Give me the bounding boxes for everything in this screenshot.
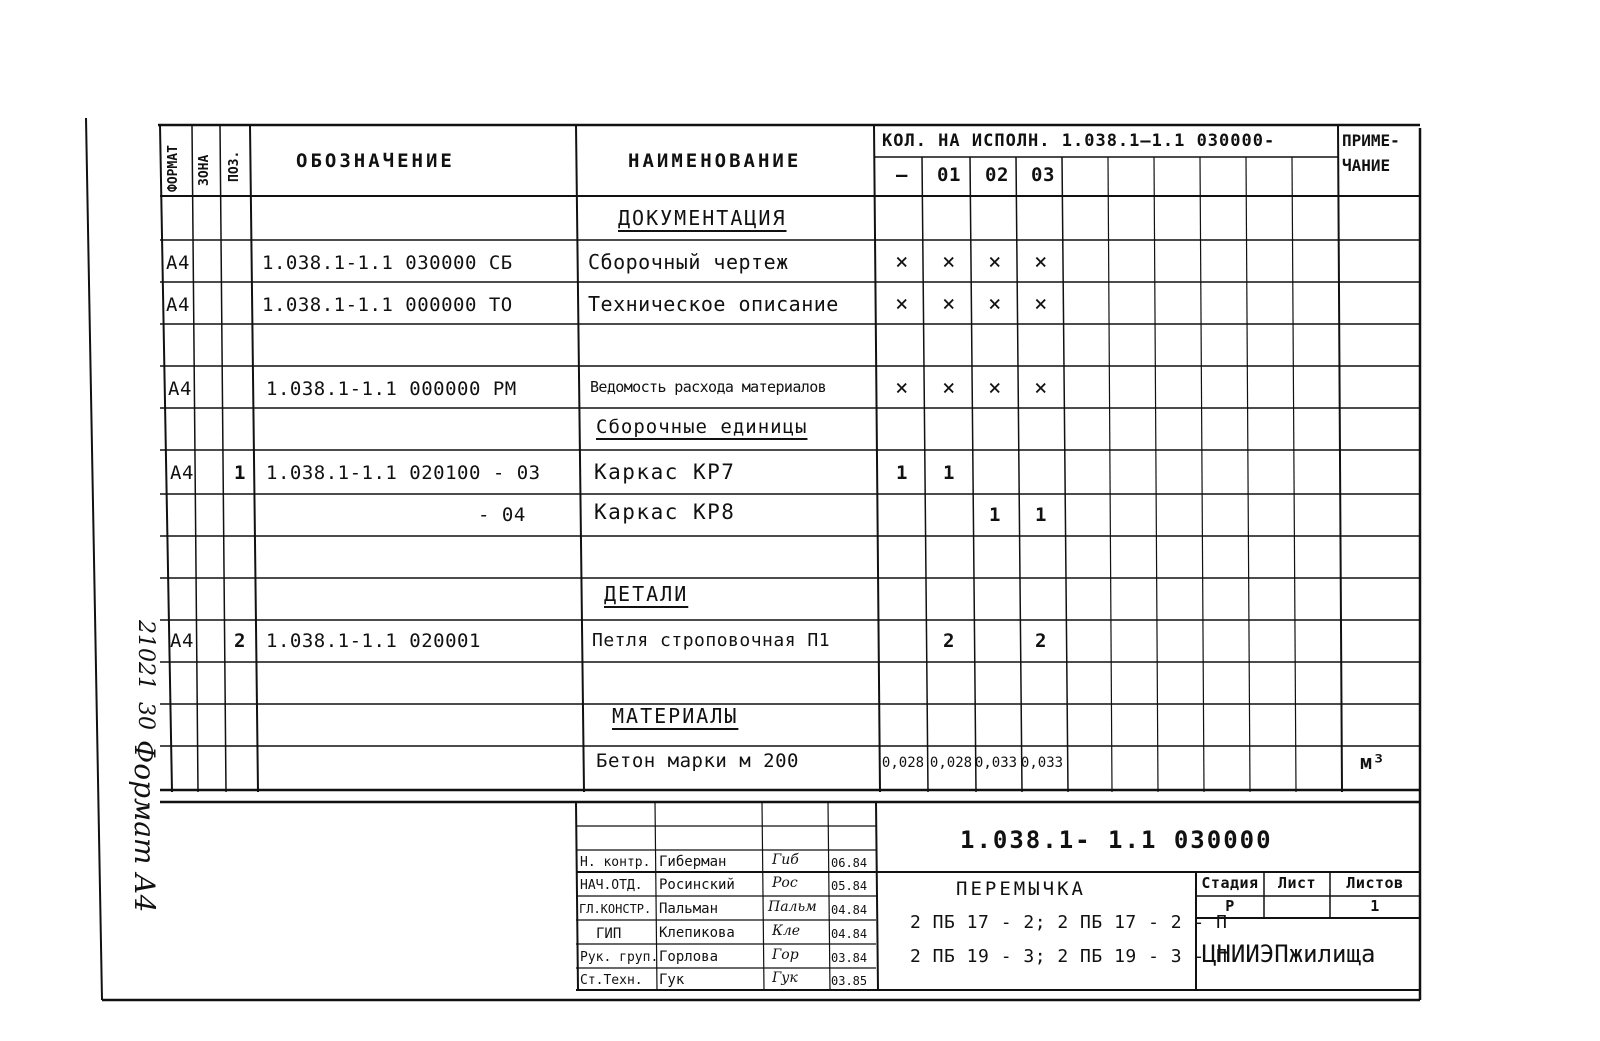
signer-role: НАЧ.ОТД.: [580, 878, 643, 893]
inventory-number: 21021: [133, 620, 158, 690]
row-name: Петля строповочная П1: [592, 630, 831, 651]
row-format: А4: [170, 462, 194, 484]
signer-name: Гиберман: [659, 854, 727, 870]
qty-cell: ×: [1034, 376, 1048, 401]
qty-cell: 1: [943, 462, 955, 484]
subtitle-2: 2 ПБ 19 - 3; 2 ПБ 19 - 3 - П: [910, 946, 1228, 967]
qty-cell: 1: [896, 462, 908, 484]
qty-cell: ×: [895, 250, 909, 275]
qty-cell: ×: [942, 250, 956, 275]
row-name: Ведомость расхода материалов: [590, 378, 827, 396]
qty-cell: 1: [1035, 504, 1047, 526]
qty-cell: 2: [943, 630, 955, 652]
row-format: А4: [168, 378, 192, 400]
section-details: ДЕТАЛИ: [604, 582, 689, 606]
signer-role: Н. контр.: [580, 855, 651, 870]
signer-name: Горлова: [659, 949, 719, 965]
qty-cell: ×: [988, 250, 1002, 275]
qty-cell: 0,033: [974, 755, 1018, 771]
qty-cell: ×: [942, 292, 956, 317]
row-format: А4: [166, 252, 190, 274]
qty-cell: ×: [1034, 250, 1048, 275]
signer-name: Гук: [659, 972, 685, 988]
variant-col-1: —: [896, 164, 908, 186]
row-name: Техническое описание: [588, 292, 839, 316]
row-designation: 1.038.1-1.1 020100 - 03: [266, 462, 541, 484]
signer-date: 04.84: [831, 903, 868, 917]
header-name: НАИМЕНОВАНИЕ: [628, 150, 802, 172]
subtitle-1: 2 ПБ 17 - 2; 2 ПБ 17 - 2 - П: [910, 912, 1228, 933]
qty-cell: ×: [988, 292, 1002, 317]
header-pos: ПОЗ.: [227, 150, 242, 182]
header-qty: КОЛ. НА ИСПОЛН. 1.038.1–1.1 030000-: [882, 131, 1276, 151]
signature: Рос: [772, 875, 798, 891]
stage-value: Р: [1225, 897, 1235, 915]
format-note: Формат А4: [128, 740, 161, 913]
row-format: А4: [166, 294, 190, 316]
signer-role: Рук. груп.: [580, 950, 659, 965]
row-pos: 2: [234, 630, 246, 652]
section-documentation: ДОКУМЕНТАЦИЯ: [618, 206, 787, 230]
signature: Пальм: [768, 899, 817, 915]
signature: Гор: [772, 947, 799, 963]
signer-name: Росинский: [659, 877, 735, 893]
stage-label: Стадия: [1201, 874, 1259, 892]
signer-role: ГИП: [596, 926, 622, 942]
qty-cell: ×: [895, 376, 909, 401]
signer-role: ГЛ.КОНСТР.: [579, 902, 652, 916]
signer-role: Ст.Техн.: [580, 973, 643, 988]
header-zone: ЗОНА: [197, 154, 212, 186]
row-name: Сборочный чертеж: [588, 250, 789, 274]
variant-col-4: 03: [1031, 164, 1055, 186]
qty-cell: ×: [942, 376, 956, 401]
row-designation: 1.038.1-1.1 030000 СБ: [262, 252, 513, 274]
copy-number: 30: [133, 702, 158, 730]
unit-note: м³: [1360, 750, 1386, 774]
row-designation: 1.038.1-1.1 000000 РМ: [266, 378, 517, 400]
signer-date: 04.84: [831, 927, 868, 941]
row-designation: 1.038.1-1.1 000000 ТО: [262, 294, 513, 316]
row-name: Каркас КР8: [594, 500, 736, 524]
title: ПЕРЕМЫЧКА: [956, 878, 1086, 900]
row-designation: 1.038.1-1.1 020001: [266, 630, 481, 652]
signer-date: 03.85: [831, 974, 868, 988]
qty-cell: 0,028: [929, 755, 973, 771]
signature: Гиб: [772, 852, 799, 868]
qty-cell: 0,033: [1020, 755, 1064, 771]
section-assembly-units: Сборочные единицы: [596, 416, 808, 438]
variant-col-3: 02: [985, 164, 1009, 186]
signature: Кле: [772, 923, 801, 939]
sheet-label: Лист: [1277, 874, 1317, 892]
header-note-2: ЧАНИЕ: [1342, 156, 1391, 175]
document-number: 1.038.1- 1.1 030000: [960, 826, 1273, 854]
row-name: Каркас КР7: [594, 460, 736, 484]
qty-cell: 0,028: [881, 755, 925, 771]
qty-cell: ×: [895, 292, 909, 317]
row-format: А4: [170, 630, 194, 652]
signer-name: Пальман: [659, 901, 719, 917]
variant-col-2: 01: [937, 164, 961, 186]
qty-cell: ×: [988, 376, 1002, 401]
row-pos: 1: [234, 462, 246, 484]
row-designation: - 04: [478, 504, 526, 526]
qty-cell: ×: [1034, 292, 1048, 317]
header-format: ФОРМАТ: [166, 145, 181, 192]
signer-date: 05.84: [831, 879, 868, 893]
row-name: Бетон марки м 200: [596, 750, 799, 772]
sheets-label: Листов: [1346, 874, 1404, 892]
sheets-value: 1: [1370, 897, 1380, 915]
signer-date: 03.84: [831, 951, 868, 965]
signer-date: 06.84: [831, 856, 868, 870]
header-designation: ОБОЗНАЧЕНИЕ: [296, 150, 455, 172]
signer-name: Клепикова: [659, 925, 735, 941]
qty-cell: 1: [989, 504, 1001, 526]
organization: ЦНИИЭПжилища: [1202, 940, 1376, 968]
section-materials: МАТЕРИАЛЫ: [612, 704, 739, 728]
qty-cell: 2: [1035, 630, 1047, 652]
signature: Гук: [772, 970, 798, 986]
header-note-1: ПРИМЕ-: [1342, 131, 1400, 150]
